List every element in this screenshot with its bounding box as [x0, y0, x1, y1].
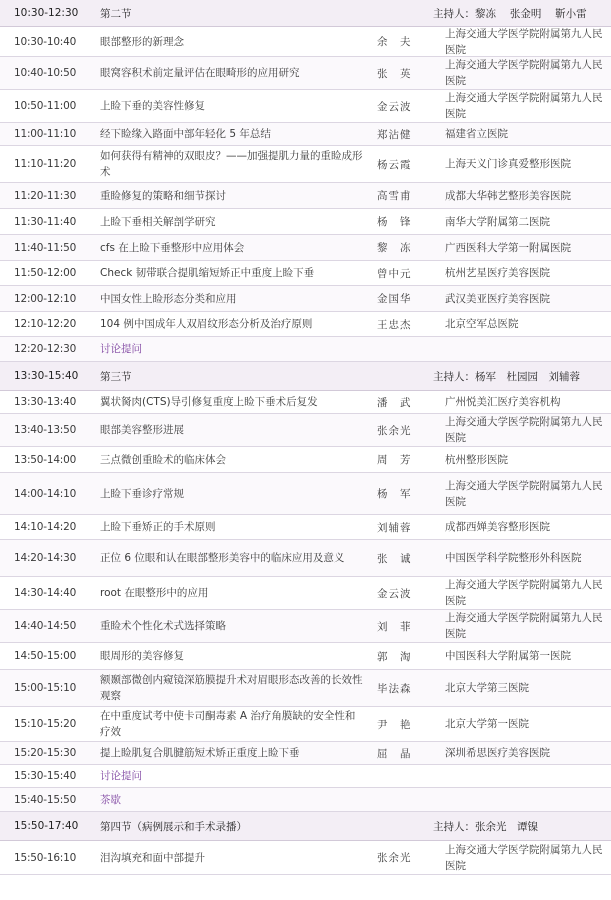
- row-time: 14:10-14:20: [14, 521, 77, 533]
- row-time: 13:50-14:00: [14, 453, 77, 466]
- speaker-affiliation: 中国医科大学附属第一医院: [445, 650, 571, 662]
- talk-title: 三点微创重睑术的临床体会: [100, 453, 226, 466]
- row-time: 11:00-11:10: [14, 128, 77, 140]
- section-title: 第二节: [100, 7, 132, 20]
- speaker-name: 郑沾健: [377, 128, 412, 141]
- talk-title: 104 例中国成年人双眉纹形态分析及治疗原则: [100, 318, 313, 330]
- speaker-name: 刘辅蓉: [377, 521, 412, 534]
- speaker-name: 郭 淘: [377, 650, 412, 663]
- row-time: 14:40-14:50: [14, 620, 77, 632]
- talk-title: 眼部美容整形进展: [100, 424, 184, 436]
- talk-title: 眼窝容积术前定量评估在眼畸形的应用研究: [100, 67, 300, 79]
- speaker-name: 杨 军: [377, 488, 412, 500]
- speaker-name: 尹 艳: [377, 718, 412, 731]
- speaker-affiliation: 杭州艺星医疗美容医院: [445, 267, 550, 279]
- talk-title: 提上睑肌复合肌腱筋短术矫正重度上睑下垂: [100, 747, 300, 759]
- speaker-name: 金云波: [377, 100, 412, 113]
- talk-row: [0, 610, 611, 643]
- talk-row: [0, 123, 611, 146]
- row-time: 11:10-11:20: [14, 158, 77, 170]
- speaker-name: 张余光: [377, 852, 412, 864]
- talk-row: [0, 312, 611, 337]
- talk-title: 在中重度试考中使卡司酮毒素 A 治疗角膜缺的安全性和疗效: [100, 710, 356, 738]
- speaker-affiliation: 上海交通大学医学院附属第九人民医院: [445, 59, 603, 87]
- talk-row: [0, 742, 611, 765]
- speaker-affiliation: 上海交通大学医学院附属第九人民医院: [445, 92, 603, 120]
- section-hosts: 主持人：杨军 杜园园 刘辅蓉: [433, 370, 580, 383]
- talk-row: [0, 261, 611, 286]
- speaker-affiliation: 南华大学附属第二医院: [445, 215, 550, 228]
- row-time: 14:30-14:40: [14, 587, 77, 599]
- talk-row: [0, 27, 611, 57]
- speaker-affiliation: 上海交通大学医学院附属第九人民医院: [445, 416, 603, 444]
- speaker-name: 黎 冻: [377, 242, 412, 254]
- row-time: 10:40-10:50: [14, 67, 77, 79]
- speaker-name: 金云波: [377, 587, 412, 600]
- break-row: [0, 765, 611, 788]
- speaker-affiliation: 福建省立医院: [445, 128, 508, 140]
- talk-title: 眼部整形的新理念: [100, 35, 184, 48]
- section-header-row: [0, 812, 611, 841]
- speaker-affiliation: 上海交通大学医学院附属第九人民医院: [445, 579, 603, 607]
- row-time: 15:40-15:50: [14, 793, 77, 806]
- speaker-name: 张 英: [377, 67, 412, 80]
- talk-title: 经下睑缘入路面中部年轻化 5 年总结: [100, 128, 271, 140]
- speaker-affiliation: 北京大学第一医院: [445, 718, 529, 730]
- speaker-name: 刘 菲: [377, 620, 412, 633]
- row-time: 10:50-11:00: [14, 100, 77, 112]
- talk-title: Check 韧带联合提肌缩短矫正中重度上睑下垂: [100, 267, 315, 279]
- speaker-affiliation: 广州悦美汇医疗美容机构: [445, 396, 561, 408]
- speaker-name: 张 诚: [377, 552, 412, 565]
- talk-row: [0, 391, 611, 414]
- row-time: 11:50-12:00: [14, 267, 77, 279]
- speaker-affiliation: 广西医科大学第一附属医院: [445, 241, 571, 254]
- speaker-name: 毕法森: [377, 682, 412, 695]
- talk-title: 上睑下垂的美容性修复: [100, 100, 205, 112]
- talk-title: root 在眼整形中的应用: [100, 587, 209, 599]
- speaker-affiliation: 上海交通大学医学院附属第九人民医院: [445, 843, 603, 872]
- talk-title: 上睑下垂相关解剖学研究: [100, 215, 216, 228]
- speaker-affiliation: 上海交通大学医学院附属第九人民医院: [445, 479, 603, 508]
- break-label: 讨论提问: [100, 770, 142, 782]
- break-row: [0, 788, 611, 812]
- row-time: 13:30-13:40: [14, 396, 77, 408]
- row-time: 13:40-13:50: [14, 424, 77, 436]
- speaker-affiliation: 上海交通大学医学院附属第九人民医院: [445, 612, 603, 640]
- talk-row: [0, 414, 611, 447]
- talk-row: [0, 515, 611, 540]
- speaker-affiliation: 上海天义门诊真爱整形医院: [445, 158, 571, 170]
- talk-title: cfs 在上睑下垂整形中应用体会: [100, 241, 245, 254]
- section-time: 13:30-15:40: [14, 370, 79, 382]
- talk-row: [0, 540, 611, 577]
- speaker-affiliation: 深圳希思医疗美容医院: [445, 747, 550, 759]
- break-label: 茶歇: [100, 793, 121, 806]
- talk-row: [0, 643, 611, 670]
- section-header-row: [0, 362, 611, 391]
- speaker-name: 张余光: [377, 424, 412, 437]
- speaker-affiliation: 武汉美亚医疗美容医院: [445, 292, 550, 305]
- talk-title: 泪沟填充和面中部提升: [100, 851, 205, 864]
- talk-title: 上睑下垂诊疗常规: [100, 487, 184, 500]
- speaker-affiliation: 成都大华韩艺整形美容医院: [445, 189, 571, 202]
- row-time: 11:40-11:50: [14, 241, 77, 254]
- speaker-affiliation: 成都西婵美容整形医院: [445, 521, 550, 533]
- row-time: 11:30-11:40: [14, 215, 77, 228]
- row-time: 15:10-15:20: [14, 718, 77, 730]
- talk-row: [0, 235, 611, 261]
- section-title: 第四节（病例展示和手术录播）: [100, 820, 247, 833]
- talk-row: [0, 473, 611, 515]
- row-time: 14:50-15:00: [14, 650, 77, 662]
- section-hosts: 主持人：张余光 谭镍: [433, 820, 538, 833]
- speaker-name: 余 夫: [377, 36, 412, 48]
- break-label: 讨论提问: [100, 343, 142, 355]
- speaker-affiliation: 北京空军总医院: [445, 318, 519, 330]
- row-time: 15:20-15:30: [14, 747, 77, 759]
- section-header-row: [0, 0, 611, 27]
- speaker-name: 金国华: [377, 293, 412, 305]
- row-time: 15:30-15:40: [14, 770, 77, 782]
- talk-title: 如何获得有精神的双眼皮？——加强提肌力量的重睑成形术: [100, 150, 363, 178]
- talk-row: [0, 90, 611, 123]
- section-hosts: 主持人：黎冻 张金明 靳小雷: [433, 7, 587, 20]
- row-time: 15:50-16:10: [14, 851, 77, 864]
- talk-title: 中国女性上睑形态分类和应用: [100, 292, 237, 305]
- section-time: 10:30-12:30: [14, 7, 79, 19]
- talk-row: [0, 183, 611, 209]
- talk-row: [0, 209, 611, 235]
- talk-title: 重睑术个性化术式选择策略: [100, 620, 226, 632]
- talk-row: [0, 577, 611, 610]
- talk-title: 额颞部微创内窥镜深筋膜提升术对眉眼形态改善的长效性观察: [100, 674, 363, 702]
- speaker-affiliation: 北京大学第三医院: [445, 682, 529, 694]
- talk-title: 重睑修复的策略和细节探讨: [100, 189, 226, 202]
- speaker-name: 王忠杰: [377, 318, 412, 331]
- speaker-affiliation: 杭州整形医院: [445, 453, 508, 466]
- talk-title: 正位 6 位眼和认在眼部整形美容中的临床应用及意义: [100, 552, 345, 564]
- speaker-affiliation: 中国医学科学院整形外科医院: [445, 552, 582, 564]
- break-row: [0, 337, 611, 362]
- row-time: 12:00-12:10: [14, 292, 77, 305]
- talk-row: [0, 707, 611, 742]
- row-time: 14:00-14:10: [14, 487, 77, 500]
- section-title: 第三节: [100, 370, 132, 383]
- speaker-name: 高雪甫: [377, 190, 412, 202]
- row-time: 10:30-10:40: [14, 35, 77, 48]
- row-time: 15:00-15:10: [14, 682, 77, 694]
- speaker-name: 曾中元: [377, 267, 412, 280]
- speaker-name: 潘 武: [377, 396, 412, 409]
- speaker-affiliation: 上海交通大学医学院附属第九人民医院: [445, 27, 603, 56]
- row-time: 12:20-12:30: [14, 343, 77, 355]
- talk-title: 翼状胬肉(CTS)导引修复重度上睑下垂术后复发: [100, 396, 318, 408]
- talk-title: 眼周形的美容修复: [100, 650, 184, 662]
- speaker-name: 杨云霞: [377, 158, 412, 171]
- talk-row: [0, 447, 611, 473]
- section-time: 15:50-17:40: [14, 820, 79, 832]
- speaker-name: 杨 锋: [377, 216, 412, 228]
- row-time: 11:20-11:30: [14, 189, 77, 202]
- speaker-name: 屈 晶: [377, 747, 412, 760]
- talk-row: [0, 57, 611, 90]
- row-time: 12:10-12:20: [14, 318, 77, 330]
- talk-row: [0, 841, 611, 875]
- row-time: 14:20-14:30: [14, 552, 77, 564]
- talk-row: [0, 670, 611, 707]
- talk-row: [0, 286, 611, 312]
- talk-title: 上睑下垂矫正的手术原则: [100, 521, 216, 533]
- speaker-name: 周 芳: [377, 454, 412, 466]
- talk-row: [0, 146, 611, 183]
